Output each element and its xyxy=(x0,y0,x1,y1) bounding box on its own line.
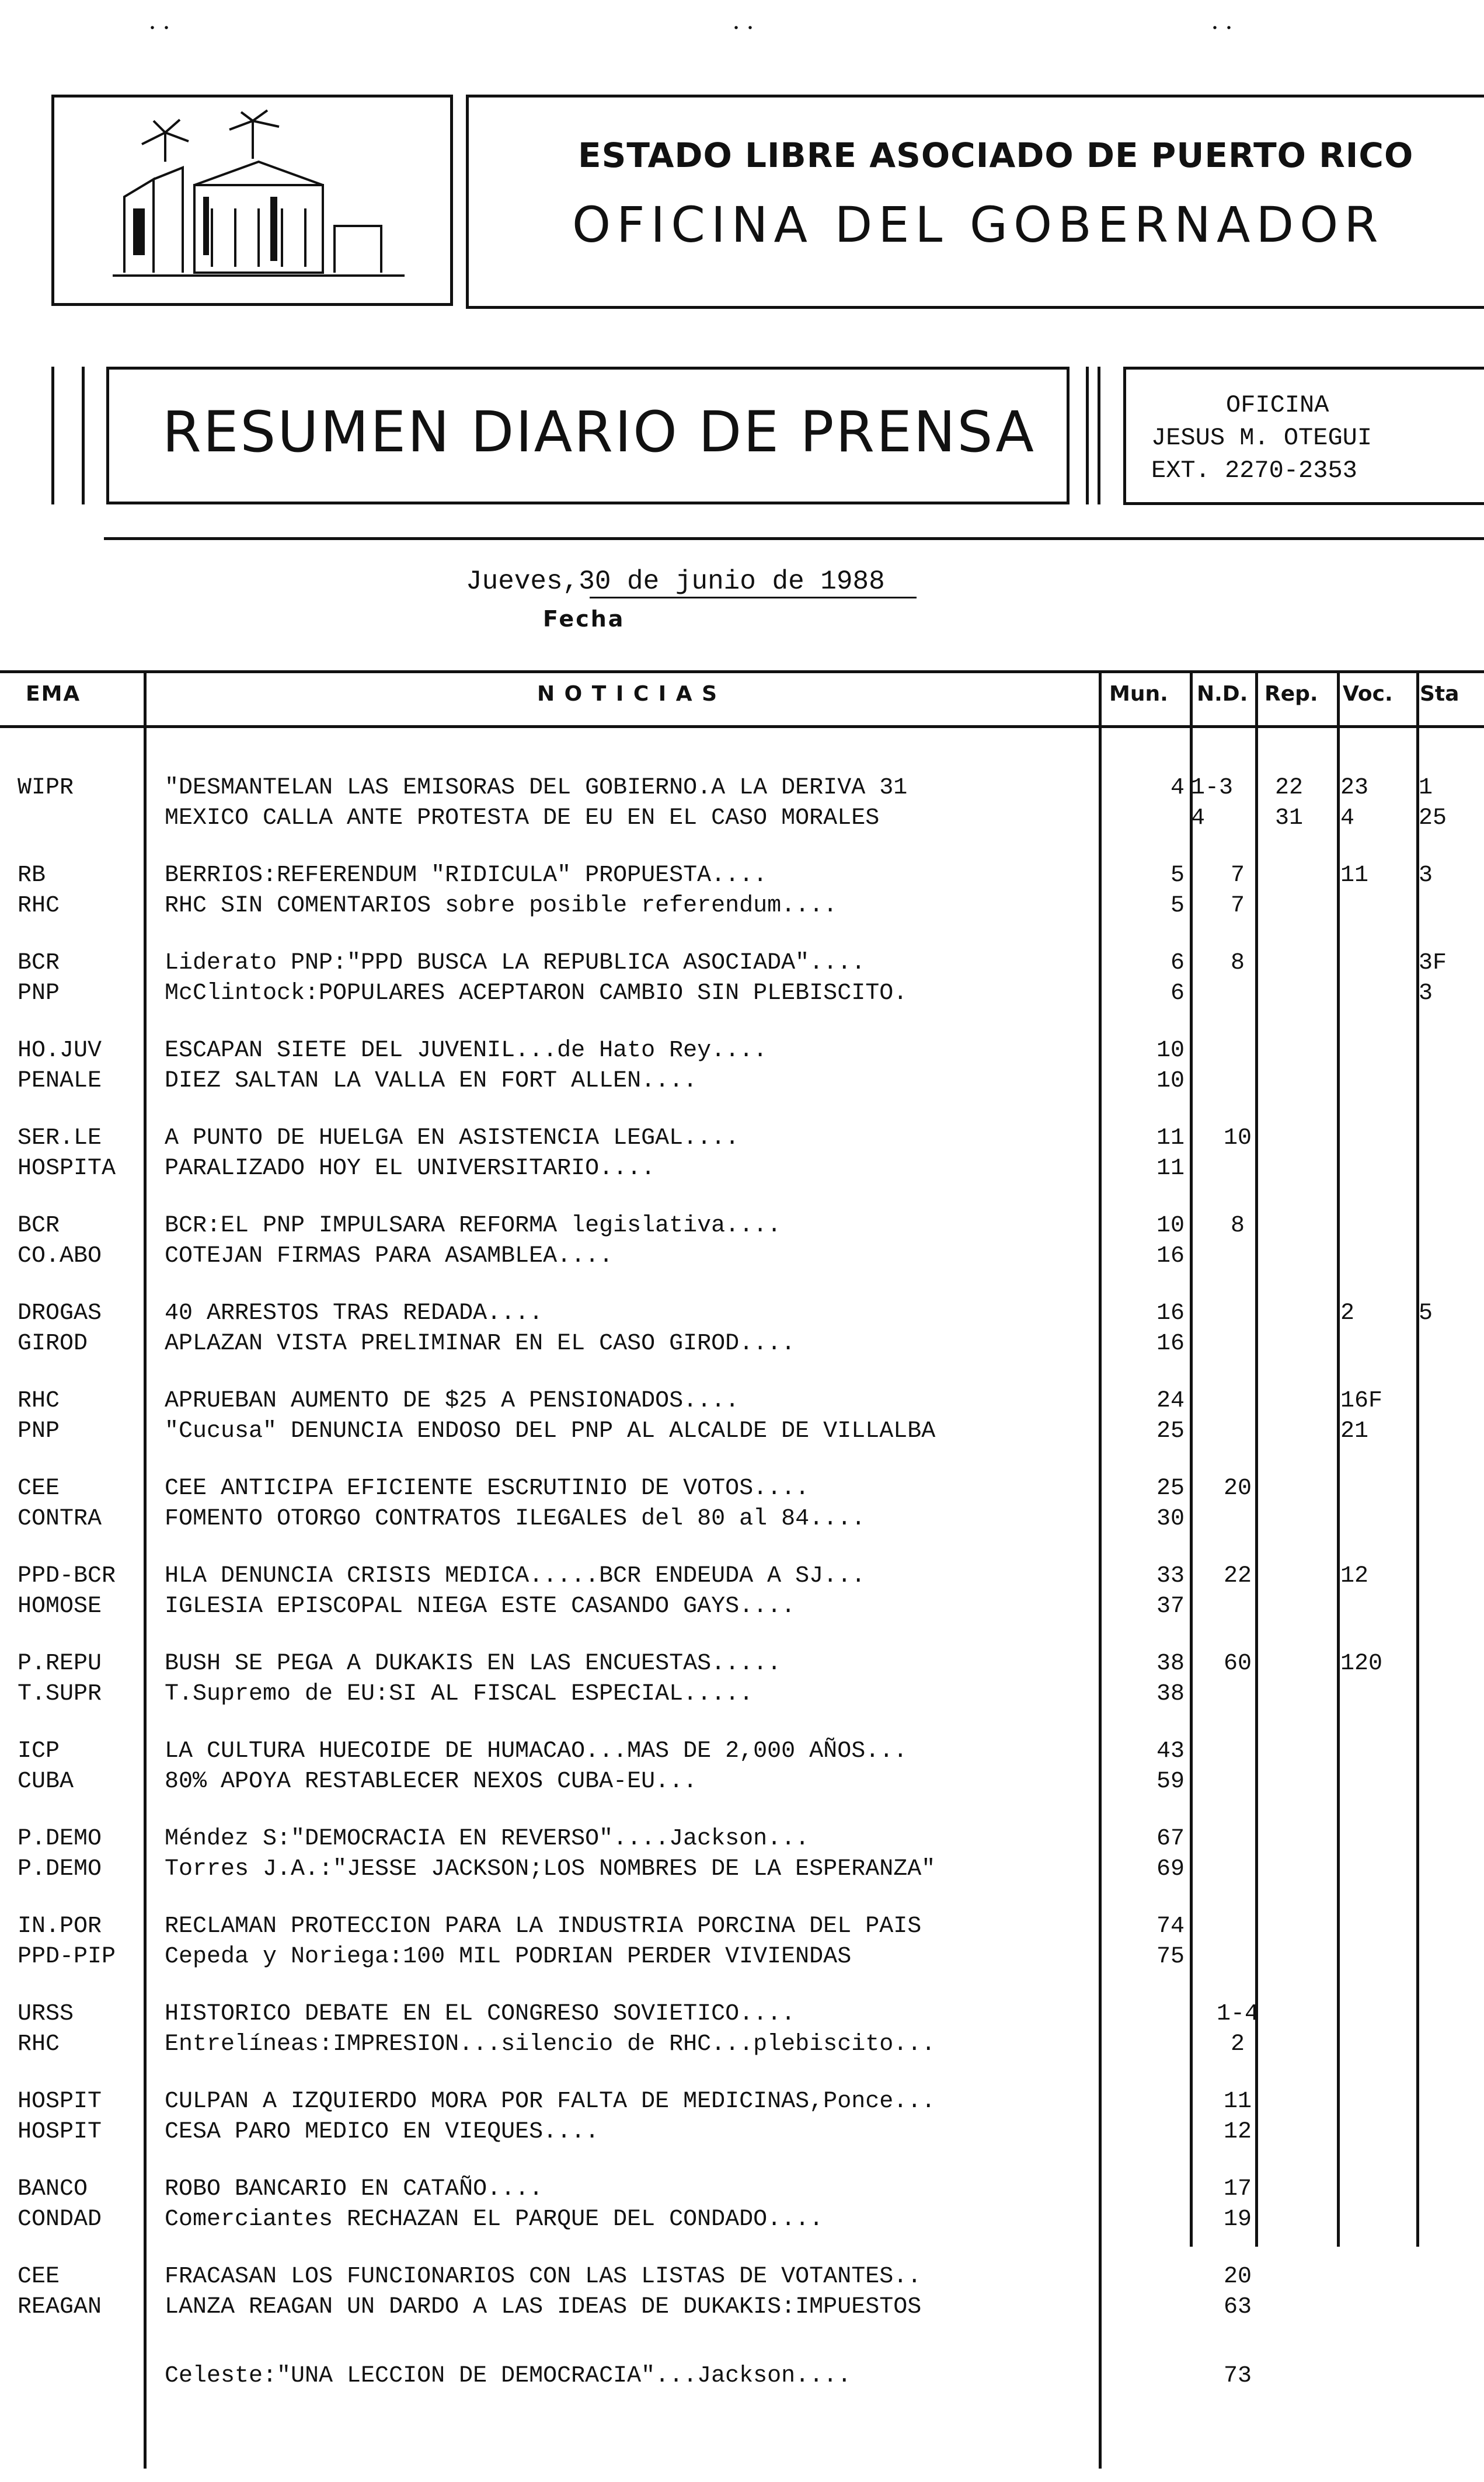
office-line-3: EXT. 2270-2353 xyxy=(1151,457,1357,485)
table-row xyxy=(0,1561,1484,1622)
col-header-sta: Sta xyxy=(1420,682,1459,706)
row-nd: 8 xyxy=(1230,1213,1245,1239)
row-nd: 60 xyxy=(1223,1651,1252,1677)
col-header-nd: N.D. xyxy=(1197,682,1248,706)
row-star: 3F 3 xyxy=(1419,950,1447,1007)
row-nd: 1-3 22 4 31 xyxy=(1191,775,1304,831)
row-tema: CEE REAGAN xyxy=(18,2264,102,2320)
row-tema: RB RHC xyxy=(18,862,60,919)
row-tema: SER.LE HOSPITA xyxy=(18,1125,116,1182)
row-tema: HOSPIT HOSPIT xyxy=(18,2088,102,2145)
row-star: 5 xyxy=(1419,1300,1433,1327)
row-news: BUSH SE PEGA A DUKAKIS EN LAS ENCUESTAS..... T.Supremo de EU:SI AL FISCAL ESPECIAL..... xyxy=(165,1651,782,1707)
table-row xyxy=(0,1299,1484,1359)
row-news: LA CULTURA HUECOIDE DE HUMACAO...MAS DE 2,000 AÑOS... 80% APOYA RESTABLECER NEXOS CUBA-EU... xyxy=(165,1738,908,1795)
row-news: RECLAMAN PROTECCION PARA LA INDUSTRIA PORCINA DEL PAIS Cepeda y Noriega:100 MIL PODRIAN PERDER VIVIENDAS xyxy=(165,1913,922,1970)
row-tema: URSS RHC xyxy=(18,2001,74,2058)
table-row xyxy=(0,2174,1484,2235)
table-header-line xyxy=(0,725,1484,728)
row-news: HISTORICO DEBATE EN EL CONGRESO SOVIETICO.... Entrelíneas:IMPRESION...silencio de RHC...plebiscito... xyxy=(165,2001,936,2058)
row-mun: 4 xyxy=(1170,775,1185,801)
row-nd: 10 xyxy=(1223,1125,1252,1151)
row-nd: 7 7 xyxy=(1230,862,1245,919)
row-nd: 17 19 xyxy=(1223,2176,1252,2233)
row-nd: 1-4 2 xyxy=(1216,2001,1259,2058)
page-title: RESUMEN DIARIO DE PRENSA xyxy=(162,399,1036,465)
row-news: Méndez S:"DEMOCRACIA EN REVERSO"....Jackson... Torres J.A.:"JESSE JACKSON;LOS NOMBRES DE LA ESPERANZA" xyxy=(165,1826,936,1882)
table-top-line xyxy=(0,670,1484,673)
office-line-2: JESUS M. OTEGUI xyxy=(1151,424,1372,452)
row-tema: BCR PNP xyxy=(18,950,60,1007)
row-tema: PPD-BCR HOMOSE xyxy=(18,1563,116,1620)
row-tema: CEE CONTRA xyxy=(18,1475,102,1532)
row-news: BCR:EL PNP IMPULSARA REFORMA legislativa.... COTEJAN FIRMAS PARA ASAMBLEA.... xyxy=(165,1213,782,1269)
row-tema: HO.JUV PENALE xyxy=(18,1038,102,1094)
row-news: Liderato PNP:"PPD BUSCA LA REPUBLICA ASOCIADA".... McClintock:POPULARES ACEPTARON CAMBIO SIN PLEBISCITO. xyxy=(165,950,908,1007)
row-news: ESCAPAN SIETE DEL JUVENIL...de Hato Rey.... DIEZ SALTAN LA VALLA EN FORT ALLEN.... xyxy=(165,1038,768,1094)
col-header-rep: Rep. xyxy=(1264,682,1318,706)
row-tema: P.DEMO P.DEMO xyxy=(18,1826,102,1882)
table-row xyxy=(0,1736,1484,1797)
separator-line xyxy=(104,537,1484,540)
row-nd: 11 12 xyxy=(1223,2088,1252,2145)
title-left-border xyxy=(466,95,469,309)
title-top-border xyxy=(466,95,1484,98)
office-bottom-border xyxy=(1123,502,1484,505)
row-nd: 73 xyxy=(1223,2363,1252,2389)
table-row xyxy=(0,861,1484,921)
table-row xyxy=(0,1649,1484,1710)
row-news: BERRIOS:REFERENDUM "RIDICULA" PROPUESTA.... RHC SIN COMENTARIOS sobre posible referendum.... xyxy=(165,862,838,919)
row-mun: 67 69 xyxy=(1156,1826,1185,1882)
table-row xyxy=(0,1036,1484,1096)
row-tema: BANCO CONDAD xyxy=(18,2176,102,2233)
row-tema: DROGAS GIROD xyxy=(18,1300,102,1357)
col-header-noticias: N O T I C I A S xyxy=(537,682,719,706)
table-row xyxy=(0,1999,1484,2060)
date-value: Jueves,30 de junio de 1988 xyxy=(466,566,885,597)
row-mun: 10 16 xyxy=(1156,1213,1185,1269)
row-news: ROBO BANCARIO EN CATAÑO.... Comerciantes RECHAZAN EL PARQUE DEL CONDADO.... xyxy=(165,2176,824,2233)
table-row xyxy=(0,1824,1484,1885)
row-mun: 33 37 xyxy=(1156,1563,1185,1620)
row-mun: 43 59 xyxy=(1156,1738,1185,1795)
row-voc: 16F 21 xyxy=(1340,1388,1383,1444)
row-tema: BCR CO.ABO xyxy=(18,1213,102,1269)
row-nd: 22 xyxy=(1223,1563,1252,1589)
table-row xyxy=(0,1912,1484,1972)
row-mun: 11 11 xyxy=(1156,1125,1185,1182)
row-mun: 38 38 xyxy=(1156,1651,1185,1707)
row-nd: 20 63 xyxy=(1223,2264,1252,2320)
table-row xyxy=(0,2087,1484,2147)
row-nd: 8 xyxy=(1230,950,1245,976)
row-voc: 11 xyxy=(1340,862,1369,889)
right-double-bar-2 xyxy=(1098,367,1100,504)
row-tema: ICP CUBA xyxy=(18,1738,74,1795)
row-star: 3 xyxy=(1419,862,1433,889)
row-voc: 2 xyxy=(1340,1300,1355,1327)
date-underline xyxy=(590,597,917,598)
row-mun: 16 16 xyxy=(1156,1300,1185,1357)
table-row xyxy=(0,1474,1484,1534)
col-header-tema: EMA xyxy=(26,682,81,706)
row-tema: RHC PNP xyxy=(18,1388,60,1444)
row-news: FRACASAN LOS FUNCIONARIOS CON LAS LISTAS DE VOTANTES.. LANZA REAGAN UN DARDO A LAS IDEAS DE DUKAKIS:IMPUESTOS xyxy=(165,2264,922,2320)
punch-marks: • • • • • • xyxy=(149,22,1233,36)
row-voc: 120 xyxy=(1340,1651,1383,1677)
row-mun: 5 5 xyxy=(1170,862,1185,919)
table-row xyxy=(0,1211,1484,1272)
row-news: "DESMANTELAN LAS EMISORAS DEL GOBIERNO.A LA DERIVA 31 MEXICO CALLA ANTE PROTESTA DE EU EN EL CASO MORALES xyxy=(165,775,908,831)
title-bottom-border xyxy=(466,306,1484,309)
row-news: 40 ARRESTOS TRAS REDADA.... APLAZAN VISTA PRELIMINAR EN EL CASO GIROD.... xyxy=(165,1300,796,1357)
table-row xyxy=(0,948,1484,1009)
table-row xyxy=(0,2262,1484,2323)
row-news: HLA DENUNCIA CRISIS MEDICA.....BCR ENDEUDA A SJ... IGLESIA EPISCOPAL NIEGA ESTE CASANDO GAYS.... xyxy=(165,1563,866,1620)
logo-box xyxy=(51,95,453,306)
row-news: CEE ANTICIPA EFICIENTE ESCRUTINIO DE VOTOS.... FOMENTO OTORGO CONTRATOS ILEGALES del 80 al 84.... xyxy=(165,1475,866,1532)
row-news: CULPAN A IZQUIERDO MORA POR FALTA DE MEDICINAS,Ponce... CESA PARO MEDICO EN VIEQUES.... xyxy=(165,2088,936,2145)
row-news: APRUEBAN AUMENTO DE $25 A PENSIONADOS.... "Cucusa" DENUNCIA ENDOSO DEL PNP AL ALCALDE DE VILLALBA xyxy=(165,1388,936,1444)
row-mun: 74 75 xyxy=(1156,1913,1185,1970)
row-mun: 10 10 xyxy=(1156,1038,1185,1094)
left-double-bar-1 xyxy=(51,367,54,504)
header-line1: ESTADO LIBRE ASOCIADO DE PUERTO RICO xyxy=(578,135,1414,175)
row-news: A PUNTO DE HUELGA EN ASISTENCIA LEGAL.... PARALIZADO HOY EL UNIVERSITARIO.... xyxy=(165,1125,740,1182)
row-voc: 23 4 xyxy=(1340,775,1369,831)
header-line2: OFICINA DEL GOBERNADOR xyxy=(572,196,1384,253)
office-top-border xyxy=(1123,367,1484,370)
row-star: 1 25 xyxy=(1419,775,1447,831)
row-news: Celeste:"UNA LECCION DE DEMOCRACIA"...Jackson.... xyxy=(165,2363,852,2389)
left-double-bar-2 xyxy=(82,367,85,504)
table-row xyxy=(0,773,1484,834)
row-voc: 12 xyxy=(1340,1563,1369,1589)
row-mun: 25 30 xyxy=(1156,1475,1185,1532)
row-tema: WIPR xyxy=(18,775,74,801)
row-tema: P.REPU T.SUPR xyxy=(18,1651,102,1707)
col-header-voc: Voc. xyxy=(1343,682,1393,706)
row-mun: 6 6 xyxy=(1170,950,1185,1007)
row-mun: 24 25 xyxy=(1156,1388,1185,1444)
row-nd: 20 xyxy=(1223,1475,1252,1502)
col-header-mun: Mun. xyxy=(1109,682,1168,706)
date-label: Fecha xyxy=(543,606,625,632)
office-left-border xyxy=(1123,367,1126,504)
table-row xyxy=(0,1386,1484,1447)
row-tema: IN.POR PPD-PIP xyxy=(18,1913,116,1970)
fortaleza-seal-icon xyxy=(78,109,428,284)
office-line-1: OFICINA xyxy=(1226,391,1329,419)
table-row xyxy=(0,1123,1484,1184)
right-double-bar-1 xyxy=(1086,367,1089,504)
table-row xyxy=(0,2361,1484,2422)
